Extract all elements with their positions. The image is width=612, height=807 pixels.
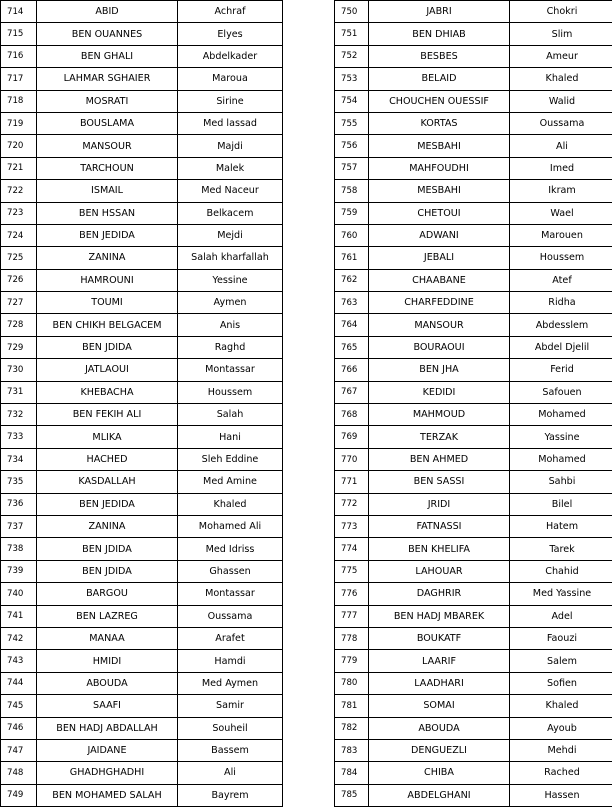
first-name-cell: Belkacem [178,202,283,224]
last-name-cell: BEN FEKIH ALI [37,404,178,426]
last-name-cell: JRIDI [369,493,510,515]
left-name-table [0,0,283,807]
table-row [335,23,612,45]
table-row [1,717,283,739]
first-name-cell: Khaled [178,493,283,515]
row-number: 750 [335,1,369,23]
table-row [1,538,283,560]
first-name-cell: Salah [178,404,283,426]
last-name-cell: LAHMAR SGHAIER [37,68,178,90]
first-name-cell: Achraf [178,1,283,23]
first-name-cell: Tarek [510,538,612,560]
last-name-cell: ABID [37,1,178,23]
row-number: 771 [335,471,369,493]
row-number: 779 [335,650,369,672]
first-name-cell: Salem [510,650,612,672]
row-number: 778 [335,627,369,649]
last-name-cell: BEN HSSAN [37,202,178,224]
row-number: 757 [335,157,369,179]
table-row [1,426,283,448]
first-name-cell: Chahid [510,560,612,582]
table-row [1,157,283,179]
last-name-cell: BEN JEDIDA [37,493,178,515]
row-number: 727 [1,292,37,314]
row-number: 766 [335,359,369,381]
row-number: 715 [1,23,37,45]
first-name-cell: Ikram [510,180,612,202]
first-name-cell: Houssem [510,247,612,269]
table-row [335,404,612,426]
last-name-cell: TOUMI [37,292,178,314]
row-number: 749 [1,784,37,806]
last-name-cell: CHIBA [369,762,510,784]
last-name-cell: BEN KHELIFA [369,538,510,560]
row-number: 721 [1,157,37,179]
table-row [1,560,283,582]
row-number: 772 [335,493,369,515]
row-number: 740 [1,583,37,605]
last-name-cell: MOSRATI [37,90,178,112]
table-row [1,314,283,336]
table-row [335,672,612,694]
last-name-cell: JABRI [369,1,510,23]
last-name-cell: BELAID [369,68,510,90]
last-name-cell: MAHFOUDHI [369,157,510,179]
row-number: 759 [335,202,369,224]
row-number: 758 [335,180,369,202]
table-row [335,381,612,403]
row-number: 722 [1,180,37,202]
row-number: 732 [1,404,37,426]
table-row [335,269,612,291]
last-name-cell: BARGOU [37,583,178,605]
first-name-cell: Sirine [178,90,283,112]
first-name-cell: Chokri [510,1,612,23]
first-name-cell: Wael [510,202,612,224]
table-row [335,538,612,560]
last-name-cell: CHAABANE [369,269,510,291]
first-name-cell: Slim [510,23,612,45]
table-row [335,627,612,649]
first-name-cell: Houssem [178,381,283,403]
first-name-cell: Malek [178,157,283,179]
last-name-cell: BEN HADJ ABDALLAH [37,717,178,739]
table-row [335,695,612,717]
row-number: 734 [1,448,37,470]
first-name-cell: Med Amine [178,471,283,493]
table-row [1,650,283,672]
row-number: 747 [1,739,37,761]
table-row [335,180,612,202]
row-number: 746 [1,717,37,739]
last-name-cell: LAHOUAR [369,560,510,582]
table-row [335,560,612,582]
row-number: 763 [335,292,369,314]
table-row [335,90,612,112]
last-name-cell: HAMROUNI [37,269,178,291]
last-name-cell: BEN JDIDA [37,538,178,560]
last-name-cell: LAARIF [369,650,510,672]
last-name-cell: MANSOUR [369,314,510,336]
last-name-cell: HACHED [37,448,178,470]
last-name-cell: TERZAK [369,426,510,448]
last-name-cell: MLIKA [37,426,178,448]
table-row [1,381,283,403]
table-row [335,157,612,179]
row-number: 744 [1,672,37,694]
first-name-cell: Oussama [510,112,612,134]
last-name-cell: BEN AHMED [369,448,510,470]
table-row [335,202,612,224]
table-row [1,784,283,806]
table-row [1,180,283,202]
table-row [1,448,283,470]
last-name-cell: BEN OUANNES [37,23,178,45]
table-row [1,202,283,224]
last-name-cell: ZANINA [37,515,178,537]
table-row [1,45,283,67]
row-number: 781 [335,695,369,717]
row-number: 785 [335,784,369,806]
table-row [335,739,612,761]
last-name-cell: BEN MOHAMED SALAH [37,784,178,806]
last-name-cell: BOUKATF [369,627,510,649]
first-name-cell: Mohamed [510,404,612,426]
first-name-cell: Med lassad [178,112,283,134]
table-row [1,515,283,537]
first-name-cell: Ameur [510,45,612,67]
last-name-cell: ZANINA [37,247,178,269]
table-row [335,336,612,358]
row-number: 716 [1,45,37,67]
last-name-cell: BEN SASSI [369,471,510,493]
row-number: 782 [335,717,369,739]
first-name-cell: Mehdi [510,739,612,761]
row-number: 777 [335,605,369,627]
last-name-cell: MESBAHI [369,180,510,202]
first-name-cell: Mejdi [178,224,283,246]
first-name-cell: Walid [510,90,612,112]
table-row [335,784,612,806]
row-number: 784 [335,762,369,784]
row-number: 780 [335,672,369,694]
last-name-cell: TARCHOUN [37,157,178,179]
last-name-cell: BOUSLAMA [37,112,178,134]
first-name-cell: Abdelkader [178,45,283,67]
table-row [335,426,612,448]
first-name-cell: Montassar [178,359,283,381]
first-name-cell: Souheil [178,717,283,739]
row-number: 768 [335,404,369,426]
first-name-cell: Ayoub [510,717,612,739]
row-number: 738 [1,538,37,560]
first-name-cell: Imed [510,157,612,179]
last-name-cell: JATLAOUI [37,359,178,381]
last-name-cell: MESBAHI [369,135,510,157]
row-number: 753 [335,68,369,90]
last-name-cell: HMIDI [37,650,178,672]
row-number: 735 [1,471,37,493]
first-name-cell: Adel [510,605,612,627]
row-number: 743 [1,650,37,672]
last-name-cell: KORTAS [369,112,510,134]
row-number: 774 [335,538,369,560]
last-name-cell: JAIDANE [37,739,178,761]
row-number: 745 [1,695,37,717]
table-row [335,359,612,381]
left-table-body [1,1,283,807]
last-name-cell: ABOUDA [37,672,178,694]
last-name-cell: ADWANI [369,224,510,246]
table-row [1,739,283,761]
table-row [1,627,283,649]
first-name-cell: Yassine [510,426,612,448]
first-name-cell: Montassar [178,583,283,605]
last-name-cell: KEDIDI [369,381,510,403]
row-number: 731 [1,381,37,403]
table-row [335,292,612,314]
last-name-cell: CHARFEDDINE [369,292,510,314]
first-name-cell: Faouzi [510,627,612,649]
last-name-cell: BEN LAZREG [37,605,178,627]
first-name-cell: Maroua [178,68,283,90]
last-name-cell: SOMAI [369,695,510,717]
last-name-cell: GHADHGHADHI [37,762,178,784]
table-row [335,448,612,470]
table-row [1,23,283,45]
row-number: 755 [335,112,369,134]
row-number: 724 [1,224,37,246]
table-row [1,68,283,90]
row-number: 730 [1,359,37,381]
first-name-cell: Bilel [510,493,612,515]
row-number: 739 [1,560,37,582]
last-name-cell: DENGUEZLI [369,739,510,761]
last-name-cell: FATNASSI [369,515,510,537]
first-name-cell: Sofien [510,672,612,694]
last-name-cell: KHEBACHA [37,381,178,403]
first-name-cell: Bassem [178,739,283,761]
row-number: 719 [1,112,37,134]
table-row [1,135,283,157]
table-row [335,493,612,515]
table-row [1,90,283,112]
row-number: 783 [335,739,369,761]
first-name-cell: Med Naceur [178,180,283,202]
row-number: 726 [1,269,37,291]
last-name-cell: MAHMOUD [369,404,510,426]
table-row [335,717,612,739]
table-row [335,762,612,784]
table-row [335,471,612,493]
row-number: 765 [335,336,369,358]
right-name-table [334,0,612,807]
row-number: 718 [1,90,37,112]
row-number: 775 [335,560,369,582]
table-row [1,762,283,784]
first-name-cell: Hassen [510,784,612,806]
first-name-cell: Elyes [178,23,283,45]
first-name-cell: Salah kharfallah [178,247,283,269]
row-number: 737 [1,515,37,537]
first-name-cell: Ali [510,135,612,157]
last-name-cell: BEN JEDIDA [37,224,178,246]
row-number: 751 [335,23,369,45]
row-number: 728 [1,314,37,336]
last-name-cell: BEN JHA [369,359,510,381]
row-number: 773 [335,515,369,537]
first-name-cell: Ali [178,762,283,784]
table-row [1,471,283,493]
table-row [1,247,283,269]
last-name-cell: ABDELGHANI [369,784,510,806]
table-row [1,224,283,246]
row-number: 752 [335,45,369,67]
last-name-cell: BEN JDIDA [37,336,178,358]
last-name-cell: JEBALI [369,247,510,269]
table-row [1,404,283,426]
last-name-cell: CHETOUI [369,202,510,224]
first-name-cell: Arafet [178,627,283,649]
last-name-cell: SAAFI [37,695,178,717]
first-name-cell: Mohamed [510,448,612,470]
first-name-cell: Anis [178,314,283,336]
table-row [335,112,612,134]
row-number: 733 [1,426,37,448]
first-name-cell: Khaled [510,695,612,717]
first-name-cell: Atef [510,269,612,291]
first-name-cell: Hamdi [178,650,283,672]
first-name-cell: Oussama [178,605,283,627]
row-number: 776 [335,583,369,605]
table-row [1,112,283,134]
row-number: 725 [1,247,37,269]
table-row [335,68,612,90]
first-name-cell: Raghd [178,336,283,358]
table-row [1,292,283,314]
first-name-cell: Med Aymen [178,672,283,694]
row-number: 717 [1,68,37,90]
last-name-cell: BESBES [369,45,510,67]
first-name-cell: Hatem [510,515,612,537]
row-number: 756 [335,135,369,157]
first-name-cell: Samir [178,695,283,717]
first-name-cell: Aymen [178,292,283,314]
last-name-cell: BEN GHALI [37,45,178,67]
table-row [1,695,283,717]
first-name-cell: Khaled [510,68,612,90]
first-name-cell: Abdel Djelil [510,336,612,358]
last-name-cell: BOURAOUI [369,336,510,358]
first-name-cell: Marouen [510,224,612,246]
last-name-cell: MANAA [37,627,178,649]
last-name-cell: BEN JDIDA [37,560,178,582]
first-name-cell: Yessine [178,269,283,291]
table-row [1,583,283,605]
first-name-cell: Med Idriss [178,538,283,560]
row-number: 748 [1,762,37,784]
first-name-cell: Bayrem [178,784,283,806]
row-number: 770 [335,448,369,470]
first-name-cell: Ridha [510,292,612,314]
last-name-cell: ABOUDA [369,717,510,739]
table-row [1,336,283,358]
row-number: 769 [335,426,369,448]
table-row [1,269,283,291]
table-row [335,583,612,605]
row-number: 729 [1,336,37,358]
row-number: 767 [335,381,369,403]
row-number: 754 [335,90,369,112]
table-row [335,135,612,157]
table-row [1,605,283,627]
first-name-cell: Safouen [510,381,612,403]
first-name-cell: Med Yassine [510,583,612,605]
right-table-body [335,1,612,807]
last-name-cell: KASDALLAH [37,471,178,493]
last-name-cell: DAGHRIR [369,583,510,605]
row-number: 723 [1,202,37,224]
table-row [1,359,283,381]
row-number: 714 [1,1,37,23]
last-name-cell: BEN HADJ MBAREK [369,605,510,627]
table-row [335,314,612,336]
table-row [335,650,612,672]
table-row [335,605,612,627]
table-row [335,1,612,23]
first-name-cell: Ghassen [178,560,283,582]
table-row [335,515,612,537]
last-name-cell: BEN DHIAB [369,23,510,45]
first-name-cell: Sahbi [510,471,612,493]
last-name-cell: MANSOUR [37,135,178,157]
first-name-cell: Hani [178,426,283,448]
row-number: 741 [1,605,37,627]
first-name-cell: Ferid [510,359,612,381]
row-number: 742 [1,627,37,649]
first-name-cell: Mohamed Ali [178,515,283,537]
table-row [1,1,283,23]
first-name-cell: Rached [510,762,612,784]
first-name-cell: Abdesslem [510,314,612,336]
last-name-cell: ISMAIL [37,180,178,202]
row-number: 736 [1,493,37,515]
row-number: 760 [335,224,369,246]
last-name-cell: CHOUCHEN OUESSIF [369,90,510,112]
table-row [1,493,283,515]
row-number: 762 [335,269,369,291]
first-name-cell: Sleh Eddine [178,448,283,470]
table-row [335,247,612,269]
row-number: 764 [335,314,369,336]
first-name-cell: Majdi [178,135,283,157]
table-row [335,224,612,246]
last-name-cell: BEN CHIKH BELGACEM [37,314,178,336]
table-row [1,672,283,694]
row-number: 720 [1,135,37,157]
row-number: 761 [335,247,369,269]
table-row [335,45,612,67]
last-name-cell: LAADHARI [369,672,510,694]
